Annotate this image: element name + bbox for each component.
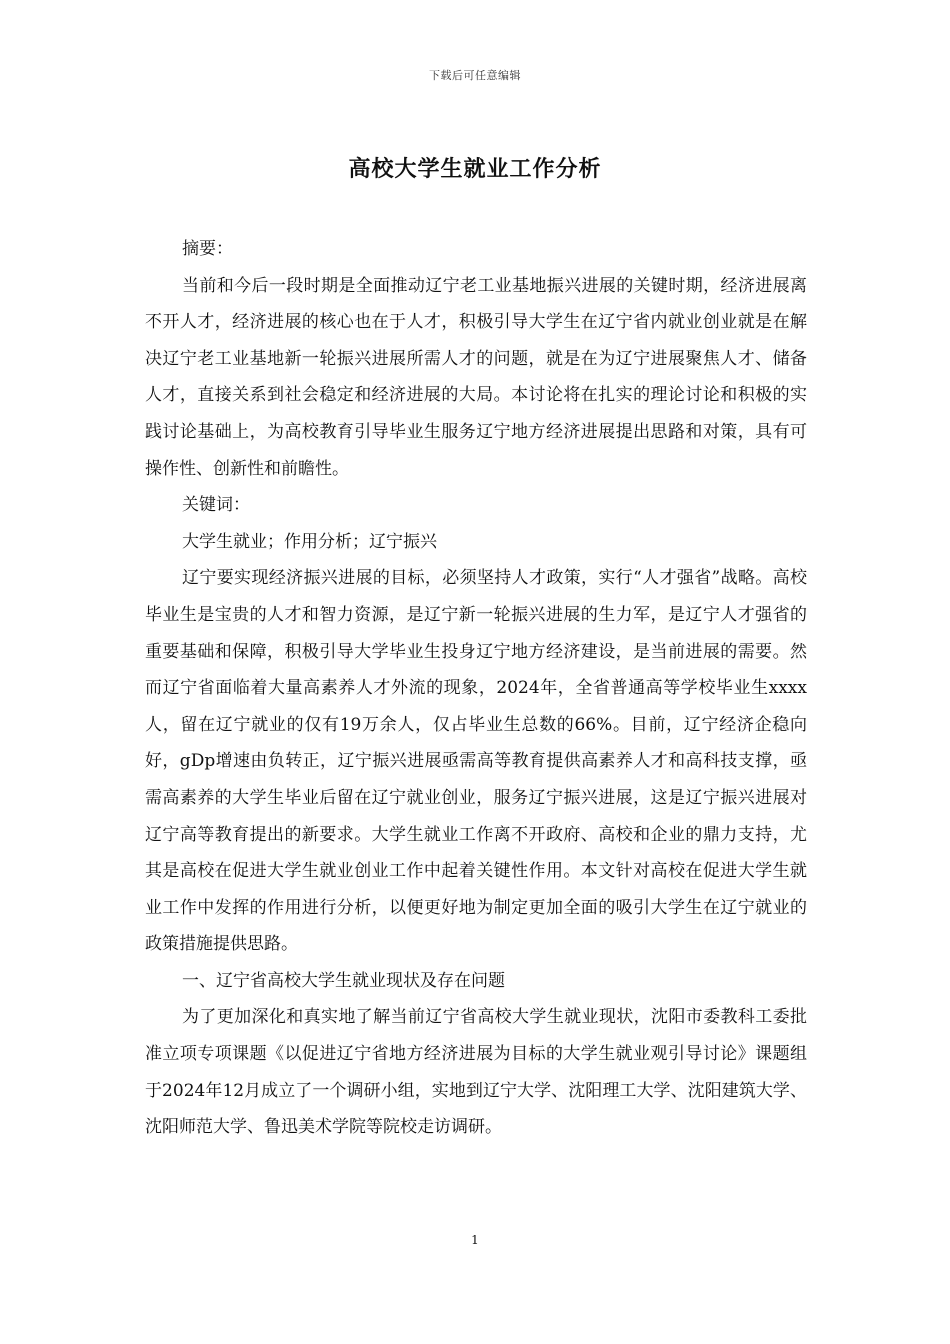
abstract-heading: 摘要：: [182, 239, 233, 259]
intro-paragraph: 辽宁要实现经济振兴进展的目标，必须坚持人才政策，实行“人才强省”战略。高校毕业生是宝贵的人才和智力资源，是辽宁新一轮振兴进展的生力军，是辽宁人才强省的重要基础和保障，积极引导大学毕业生投身辽宁地方经济建设，是当前进展的需要。然而辽宁省面临着大量高素养人才外流的现象，2024年，全省普通高等学校毕业生xxxx人，留在辽宁就业的仅有19万余人，仅占毕业生总数的66%。目前，辽宁经济企稳向好，gDp增速由负转正，辽宁振兴进展亟需高等教育提供高素养人才和高科技支撑，亟需高素养的大学生毕业后留在辽宁就业创业，服务辽宁振兴进展，这是辽宁振兴进展对辽宁高等教育提出的新要求。大学生就业工作离不开政府、高校和企业的鼎力支持，尤其是高校在促进大学生就业创业工作中起着关键性作用。本文针对高校在促进大学生就业工作中发挥的作用进行分析，以便更好地为制定更加全面的吸引大学生在辽宁就业的政策措施提供思路。: [145, 568, 807, 955]
header-note: 下载后可任意编辑: [429, 69, 521, 82]
document-body: [145, 231, 807, 1146]
section-paragraph: 为了更加深化和真实地了解当前辽宁省高校大学生就业现状，沈阳市委教科工委批准立项专项课题《以促进辽宁省地方经济进展为目标的大学生就业观引导讨论》课题组于2024年12月成立了一个调研小组，实地到辽宁大学、沈阳理工大学、沈阳建筑大学、沈阳师范大学、鲁迅美术学院等院校走访调研。: [145, 1007, 807, 1138]
page-number: 1: [471, 1233, 479, 1247]
section-heading: 一、辽宁省高校大学生就业现状及存在问题: [182, 970, 505, 991]
keywords-heading: 关键词：: [182, 495, 250, 516]
abstract-paragraph: 当前和今后一段时期是全面推动辽宁老工业基地振兴进展的关键时期，经济进展离不开人才，经济进展的核心也在于人才，积极引导大学生在辽宁省内就业创业就是在解决辽宁老工业基地新一轮振兴进展所需人才的问题，就是在为辽宁进展聚焦人才、储备人才，直接关系到社会稳定和经济进展的大局。本讨论将在扎实的理论讨论和积极的实践讨论基础上，为高校教育引导毕业生服务辽宁地方经济进展提出思路和对策，具有可操作性、创新性和前瞻性。: [145, 275, 807, 479]
document-title: 高校大学生就业工作分析: [348, 156, 602, 182]
keywords-list: 大学生就业；作用分析；辽宁振兴: [182, 531, 437, 552]
